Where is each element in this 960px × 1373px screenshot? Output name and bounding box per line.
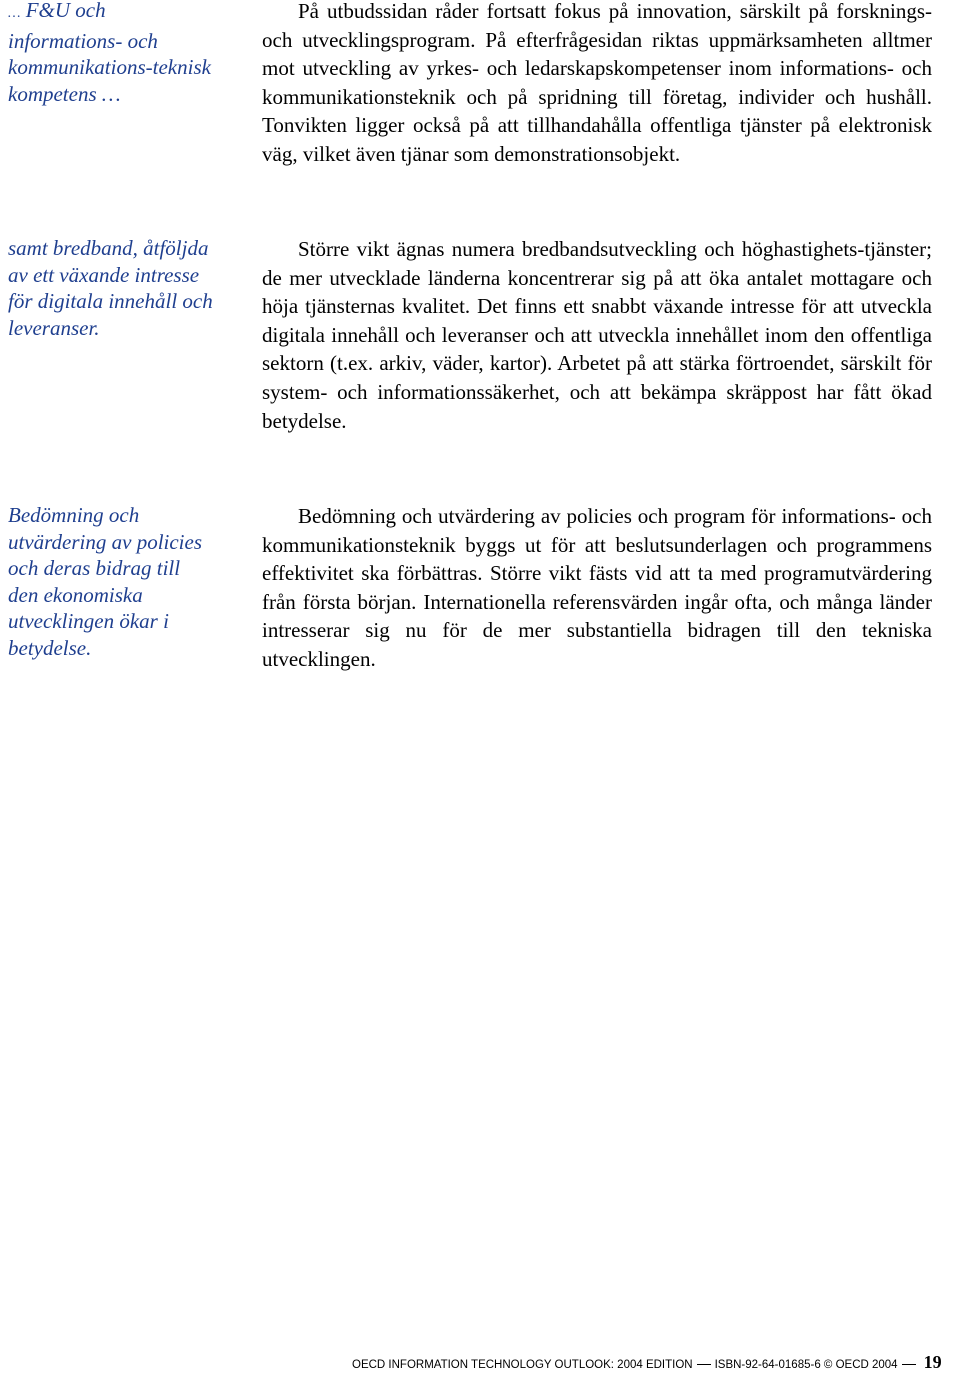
footer-dash <box>902 1364 916 1365</box>
margin-note-1-lead: … <box>8 6 21 21</box>
body-paragraph-2: Större vikt ägnas numera bredbandsutveckling och höghastighets-tjänster; de mer utvecklade länderna koncentrerar sig på att öka antalet mottagare och höja tjänsternas kvalitet. Det finns ett snabbt växande intresse för att utveckla digitala innehåll och leveranser och att utveckla innehållet inom den offentliga sektorn (t.ex. arkiv, väder, kartor). Arbetet på att stärka förtroendet, särskilt för system- och informationssäkerhet, och att bekämpa skräppost har fått ökad betydelse. <box>262 237 932 433</box>
footer-isbn: ISBN-92-64-01685-6 © OECD 2004 <box>714 1359 898 1371</box>
margin-note-1-text: F&U och informations- och kommunikations-teknisk kompetens … <box>8 0 211 106</box>
footer-publication: OECD INFORMATION TECHNOLOGY OUTLOOK: 2004 EDITION <box>352 1359 693 1371</box>
margin-note-2: samt bredband, åtföljda av ett växande intresse för digitala innehåll och leveranser. <box>8 236 213 340</box>
page-footer <box>352 1352 960 1373</box>
margin-note-3: Bedömning och utvärdering av policies och deras bidrag till den ekonomiska utvecklingen ökar i betydelse. <box>8 503 203 660</box>
body-paragraph-1: På utbudssidan råder fortsatt fokus på innovation, särskilt på forsknings- och utvecklingsprogram. På efterfrågesidan riktas uppmärksamheten alltmer mot utveckling av yrkes- och ledarskapskompetenser inom informations- och kommunikationsteknik och på spridning till företag, individer och hushåll. Tonvikten ligger också på att tillhandahålla offentliga tjänster på elektronisk väg, vilket även tjänar som demonstrationsobjekt. <box>262 0 932 166</box>
body-paragraph-3: Bedömning och utvärdering av policies och program för informations- och kommunikationsteknik byggs ut för att beslutsunderlagen och programmens effektivitet ska förbättras. Större vikt fästs vid att ta med programutvärdering från första början. Internationella referensvärden ingår ofta, och många länder intresserar sig nu för de mer substantiella bidragen till den tekniska utvecklingen. <box>262 504 932 671</box>
page-number: 19 <box>923 1352 942 1372</box>
footer-dash <box>697 1364 711 1365</box>
margin-note-1 <box>8 0 213 107</box>
